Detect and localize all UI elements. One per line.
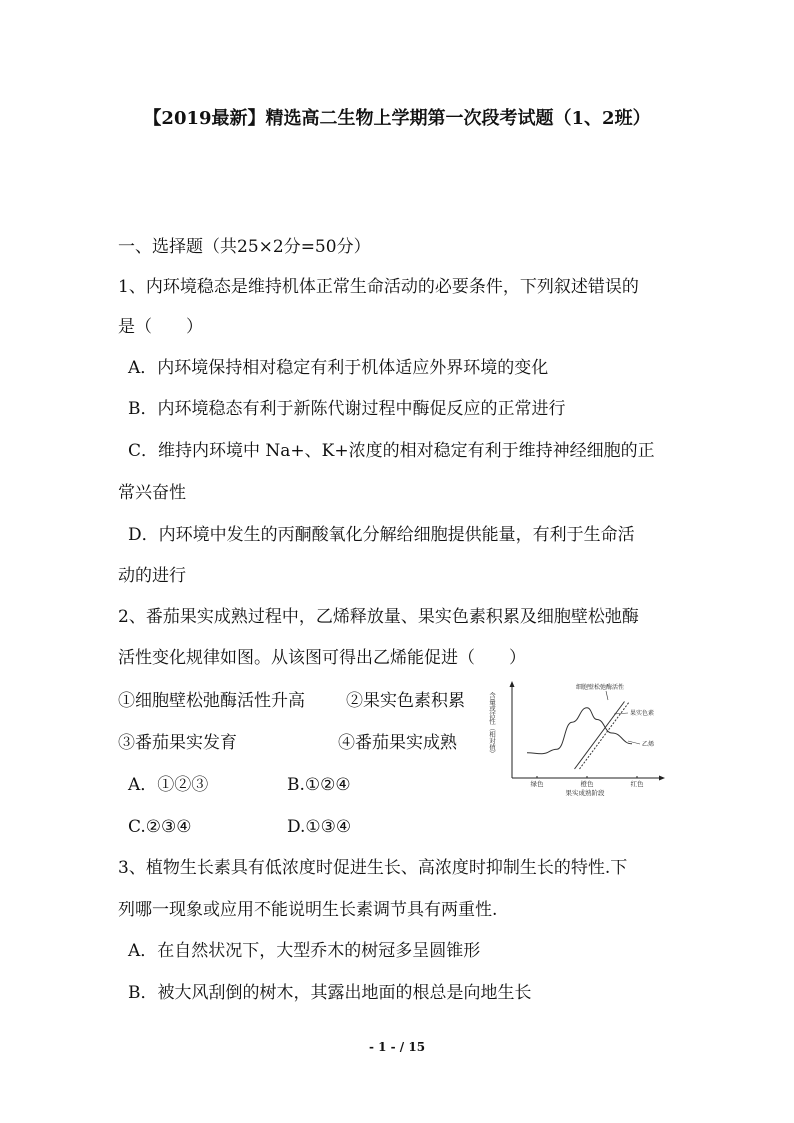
q2-stem-line1: 2、番茄果实成熟过程中，乙烯释放量、果实色素积累及细胞壁松弛酶 bbox=[118, 607, 639, 627]
q1-option-d-line1: D．内环境中发生的丙酮酸氧化分解给细胞提供能量，有利于生命活 bbox=[128, 525, 635, 545]
x-axis-label: 果实成熟阶段 bbox=[565, 789, 605, 797]
series-label: 细胞壁松弛酶活性 bbox=[576, 684, 625, 691]
label-leader-line bbox=[606, 691, 608, 700]
q3-stem-line1: 3、植物生长素具有低浓度时促进生长、高浓度时抑制生长的特性.下 bbox=[118, 858, 628, 878]
q2-statement-3: ③番茄果实发育 bbox=[118, 733, 237, 753]
x-tick-label: 绿色 bbox=[530, 780, 544, 788]
x-tick-label: 橙色 bbox=[580, 780, 594, 788]
series-line bbox=[580, 702, 630, 770]
section-heading: 一、选择题（共25×2分=50分） bbox=[118, 237, 371, 257]
q2-option-b: B.①②④ bbox=[287, 775, 351, 795]
q2-stem-line2: 活性变化规律如图。从该图可得出乙烯能促进（ ） bbox=[118, 648, 526, 668]
x-tick-label: 红色 bbox=[630, 780, 644, 788]
fruit-ripening-chart bbox=[478, 678, 668, 798]
q3-option-b: B．被大风刮倒的树木，其露出地面的根总是向地生长 bbox=[128, 983, 532, 1003]
q1-option-d-line2: 动的进行 bbox=[118, 566, 186, 586]
q2-statement-4: ④番茄果实成熟 bbox=[338, 733, 457, 753]
page-title: 【2019最新】精选高二生物上学期第一次段考试题（1、2班） bbox=[143, 108, 651, 129]
q1-option-c-line1: C．维持内环境中 Na+、K+浓度的相对稳定有利于维持神经细胞的正 bbox=[128, 441, 655, 461]
x-axis-arrow bbox=[659, 776, 665, 781]
q1-stem-line2: 是（ ） bbox=[118, 317, 203, 337]
q3-option-a: A．在自然状况下，大型乔木的树冠多呈圆锥形 bbox=[128, 941, 481, 961]
page-number: - 1 - / 15 bbox=[368, 1040, 426, 1054]
q1-option-b: B．内环境稳态有利于新陈代谢过程中酶促反应的正常进行 bbox=[128, 399, 566, 419]
q1-option-c-line2: 常兴奋性 bbox=[118, 483, 186, 503]
q1-option-a: A．内环境保持相对稳定有利于机体适应外界环境的变化 bbox=[128, 358, 549, 378]
series-label: 果实色素 bbox=[630, 710, 655, 717]
q2-statement-2: ②果实色素积累 bbox=[346, 691, 465, 711]
q2-option-a: A．①②③ bbox=[128, 775, 209, 795]
q2-option-d: D.①③④ bbox=[287, 817, 352, 837]
q1-stem-line1: 1、内环境稳态是维持机体正常生命活动的必要条件，下列叙述错误的 bbox=[118, 277, 639, 297]
q3-stem-line2: 列哪一现象或应用不能说明生长素调节具有两重性. bbox=[118, 900, 498, 920]
series-line bbox=[527, 708, 632, 754]
y-axis-arrow bbox=[510, 681, 515, 687]
series-label: 乙烯 bbox=[642, 741, 655, 748]
q2-option-c: C.②③④ bbox=[128, 817, 192, 837]
q2-statement-1: ①细胞壁松弛酶活性升高 bbox=[118, 691, 305, 711]
y-axis-label: 含量或活性（相对值） bbox=[488, 692, 496, 757]
